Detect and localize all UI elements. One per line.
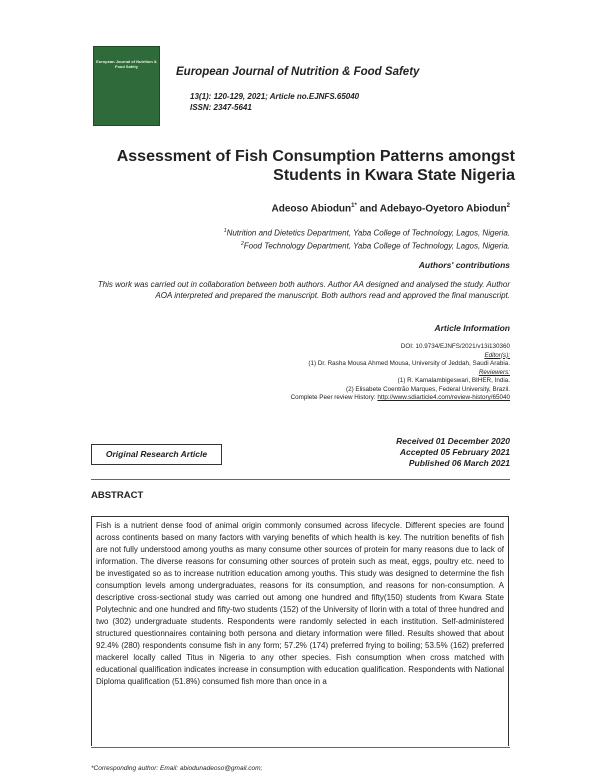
journal-name: European Journal of Nutrition & Food Safety — [176, 66, 420, 78]
peer-review-line — [291, 394, 510, 403]
author-and: and — [356, 203, 380, 215]
divider-bottom — [91, 747, 510, 748]
reviewer-2: (2) Elisabete Coentrão Marques, Federal University, Brazil. — [345, 385, 510, 393]
journal-issn: ISSN: 2347-5641 — [190, 103, 252, 112]
doi: DOI: 10.9734/EJNFS/2021/v13i130360 — [400, 343, 510, 350]
journal-cover-image — [93, 46, 160, 126]
reviewers-label: Reviewers: — [478, 368, 510, 376]
peer-review-link[interactable]: http://www.sdiarticle4.com/review-history/65040 — [377, 394, 510, 401]
peer-review-label: Complete Peer review History: — [290, 394, 378, 401]
article-info — [291, 343, 510, 403]
publication-dates — [396, 436, 510, 469]
paper-title: Assessment of Fish Consumption Patterns amongst Students in Kwara State Nigeria — [116, 148, 515, 184]
journal-citation: 13(1): 120-129, 2021; Article no.EJNFS.65040 — [190, 92, 360, 101]
reviewer-1: (1) R. Kamalambigeswari, BIHER, India. — [397, 377, 510, 384]
abstract-box — [91, 516, 509, 746]
corresponding-author-footnote: *Corresponding author: Email: abiodunadeoso@gmail.com; — [91, 765, 263, 772]
contributions-text: This work was carried out in collaboration between both authors. Author AA designed and analysed the study. Author AOA interpreted and prepared the manuscript. Both authors read and approved the final manuscript. — [97, 280, 510, 300]
divider-top — [91, 479, 510, 480]
affiliation-2-text: Food Technology Department, Yaba College of Technology, Lagos, Nigeria. — [243, 241, 510, 251]
author-1: Adeoso Abiodun — [271, 203, 352, 215]
affiliation-1-sup: 1 — [223, 228, 227, 234]
journal-meta — [190, 91, 359, 113]
article-type-box: Original Research Article — [91, 444, 222, 465]
author-1-sup: 1* — [351, 203, 357, 209]
author-2-sup: 2 — [506, 203, 510, 209]
article-info-heading: Article Information — [434, 323, 510, 333]
date-accepted: Accepted 05 February 2021 — [399, 447, 510, 457]
date-published: Published 06 March 2021 — [408, 458, 510, 468]
date-received: Received 01 December 2020 — [396, 436, 510, 446]
affiliation-2-sup: 2 — [240, 240, 244, 247]
author-line — [272, 203, 510, 214]
abstract-heading: ABSTRACT — [91, 490, 144, 501]
affiliation-1-text: Nutrition and Dietetics Department, Yaba College of Technology, Lagos, Nigeria. — [226, 228, 510, 238]
editor-1: (1) Dr. Rasha Mousa Ahmed Mousa, University of Jeddah, Saudi Arabia. — [308, 360, 510, 367]
affiliations — [224, 226, 510, 251]
contributions-heading: Authors' contributions — [418, 260, 510, 270]
author-2: Adebayo-Oyetoro Abiodun — [379, 203, 507, 215]
abstract-text: Fish is a nutrient dense food of animal origin commonly consumed across lifecycle. Different species are found across continents based on many factors with varying benefits of which health is key. The nutrition benefits of fish are not fully understood among youths as many consume other sources of protein for many reasons due to lack of information. The diverse reasons for consuming other sources of protein such as meat, eggs, poultry etc. need to be investigated so as to increase nutrition education among youths. This study was designed to determine the fish consumption levels among undergraduates, reasons for its consumption, and reasons for non-consumption. A descriptive cross-sectional study was carried out among one hundred and fifty(150) students from Kwara State Polytechnic and one hundred and fifty-two students (152) of the University of Ilorin with a total of three hundred and two (302) undergraduate students. Respondents were randomly selected in each institution. Self-administered structured questionnaires containing both persona and dietary information were filled. Results showed that about 92.4% (280) respondents consume fish in any form; 57.2% (174) preferred frying to boiling; 53.5% (162) preferred mackerel locally called Titus in Nigeria to any other species. Fish consumption when cross matched with educational qualification indicates increase in consumption with education qualification. Respondents with National Diploma qualification (51.8%) consumed fish more than once in a — [96, 521, 504, 686]
affiliation-2 — [224, 239, 510, 252]
editors-label: Editor(s): — [484, 351, 510, 359]
cover-title: European Journal of Nutrition & Food Safety — [96, 59, 157, 69]
affiliation-1 — [224, 226, 510, 239]
